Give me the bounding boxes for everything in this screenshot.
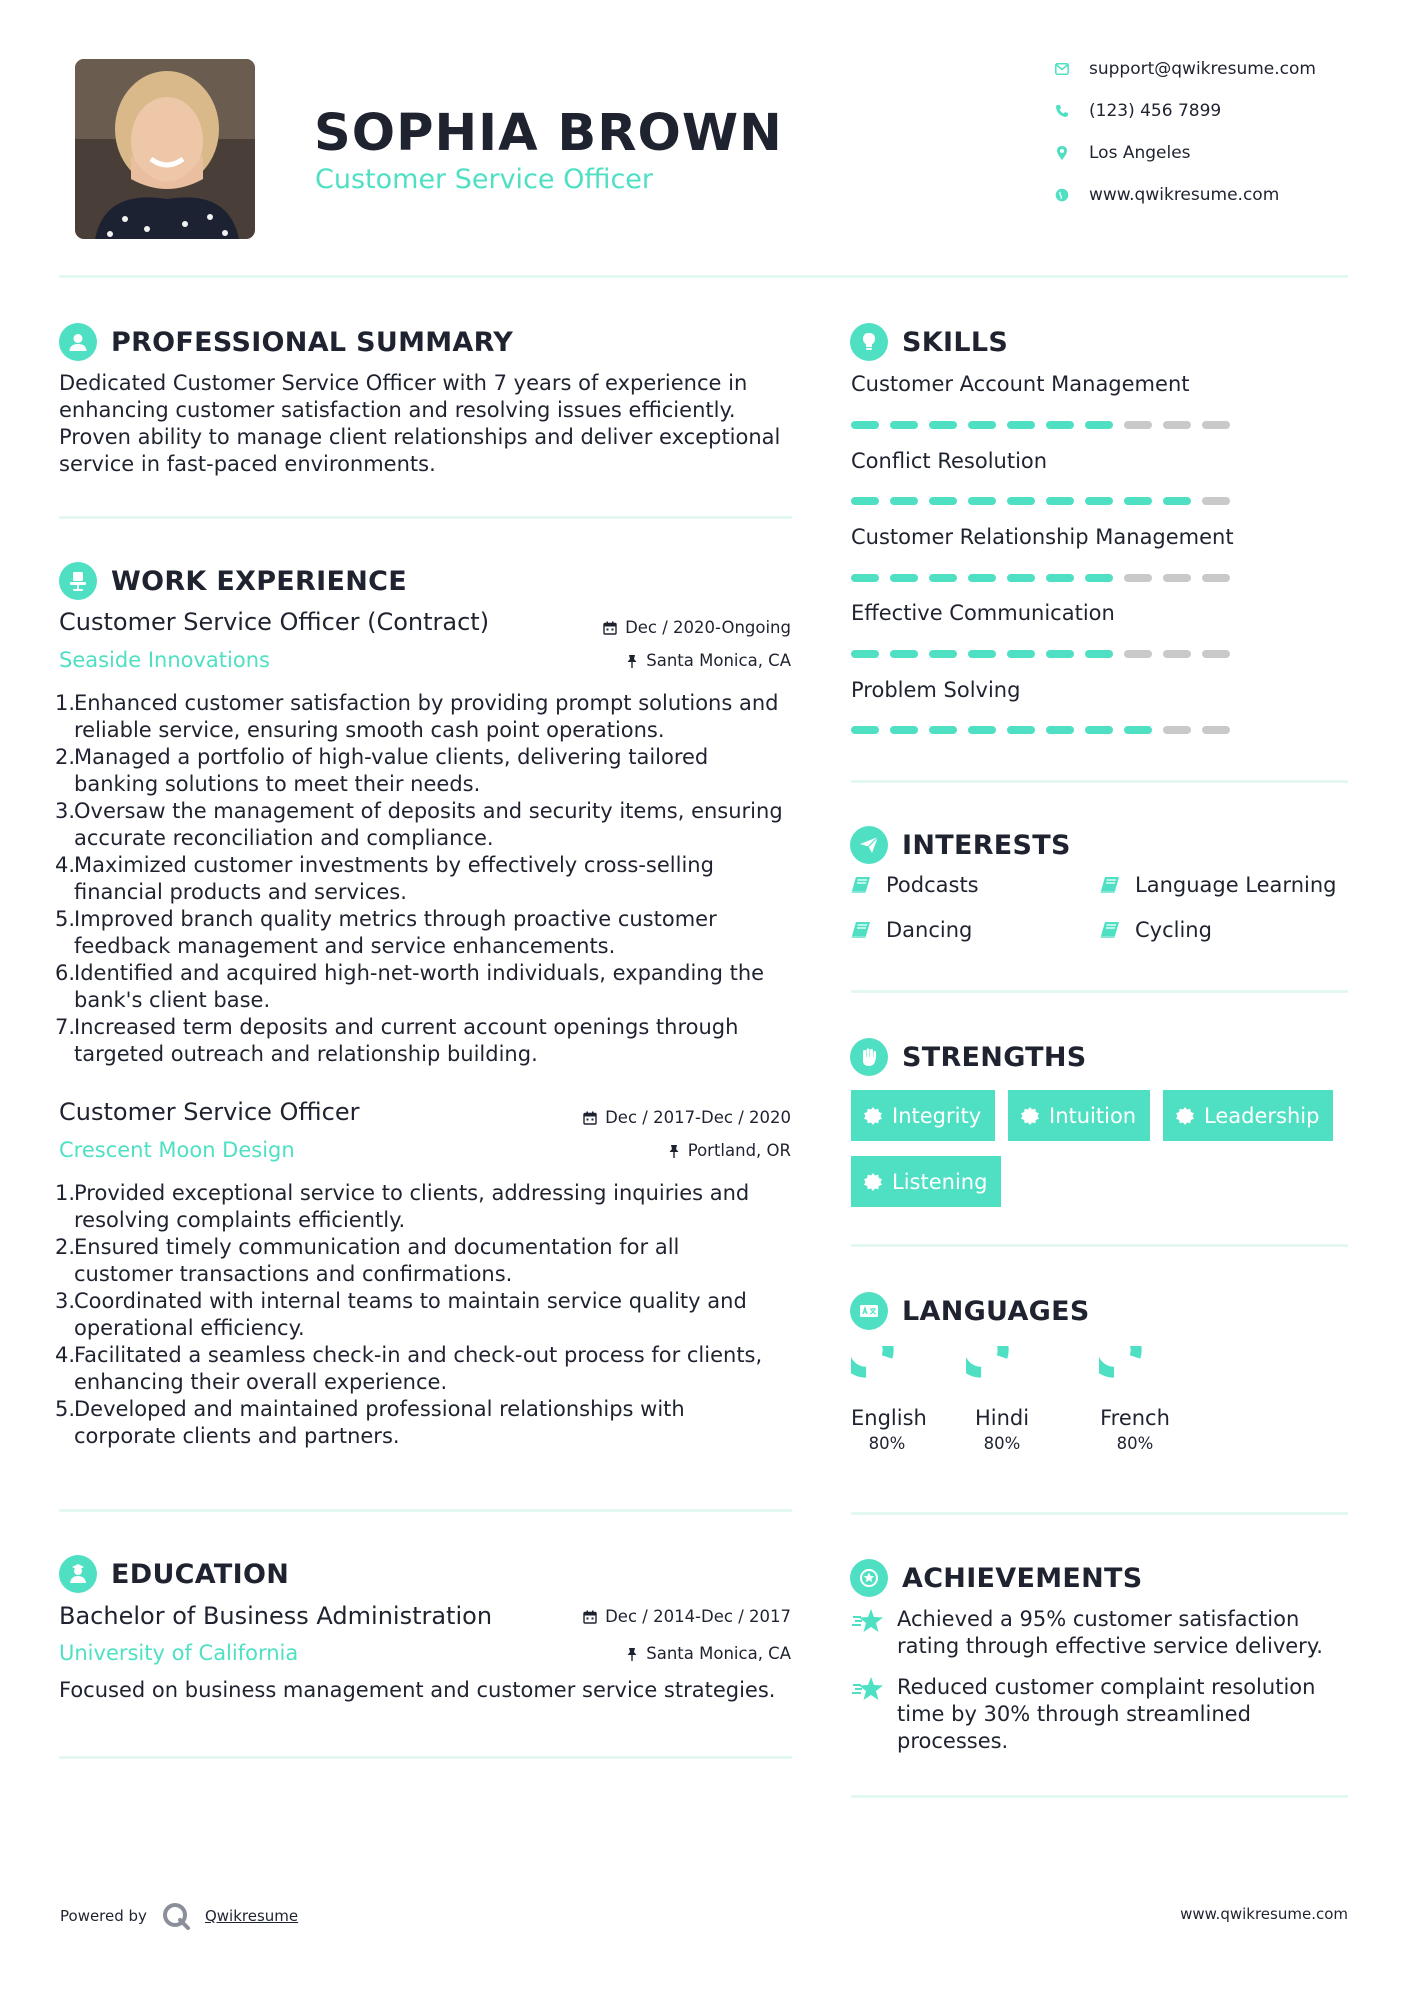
skill-segment [851,726,879,734]
job-2-dates: Dec / 2017-Dec / 2020 [583,1108,791,1127]
skill-segment [1124,726,1152,734]
skill-segment [968,574,996,582]
summary-heading: PROFESSIONAL SUMMARY [59,323,513,361]
skill-segment [1124,497,1152,505]
candidate-name: SOPHIA BROWN [314,104,783,163]
interest-item: Cycling [1100,918,1212,942]
profile-photo [75,59,255,239]
list-item: 2. Ensured timely communication and documentation for all customer transactions and confirmations. [55,1235,680,1286]
calendar-icon [603,621,617,635]
list-item: 3. Oversaw the management of deposits and security items, ensuring accurate reconciliation and compliance. [55,799,783,850]
skill-segment [1046,726,1074,734]
skill-segment [851,574,879,582]
education-dates: Dec / 2014-Dec / 2017 [583,1607,791,1626]
language-gauge [966,1346,1038,1406]
email-icon [1055,62,1069,76]
strengths-divider [851,1244,1348,1247]
skill-segment [890,574,918,582]
star-badge-icon [850,1559,888,1597]
skill-segment [1046,650,1074,658]
skill-segment [1007,726,1035,734]
raised-fist-icon [850,1038,888,1076]
language-icon [850,1292,888,1330]
job-1-company: Seaside Innovations [59,648,270,672]
language-gauge [851,1346,923,1406]
strength-chip: Listening [851,1156,1001,1207]
skill-segment [968,497,996,505]
skill-segment [1202,421,1230,429]
list-item: 6. Identified and acquired high-net-worth individuals, expanding the bank's client base. [55,961,765,1012]
skill-segment [1124,421,1152,429]
skill-name: Customer Account Management [851,372,1190,396]
skill-segment [968,650,996,658]
contact-website[interactable] [1055,184,1355,206]
skill-segment [968,726,996,734]
skill-name: Effective Communication [851,601,1115,625]
experience-heading: WORK EXPERIENCE [59,562,407,600]
skill-segment [1085,497,1113,505]
education-location: Santa Monica, CA [626,1644,791,1663]
job-2-location: Portland, OR [668,1141,791,1160]
school-name: University of California [59,1641,299,1665]
graduate-icon [59,1555,97,1593]
book-icon [1100,876,1120,894]
job-1-role: Customer Service Officer (Contract) [59,608,490,636]
strengths-heading: STRENGTHS [850,1038,1087,1076]
skill-level-bar [851,726,1230,734]
pushpin-icon [626,654,638,668]
list-item: 3. Coordinated with internal teams to maintain service quality and operational efficiency. [55,1289,747,1340]
skill-segment [1046,421,1074,429]
achievement-item: Reduced customer complaint resolution time by 30% through streamlined processes. [851,1674,1331,1755]
list-item: 7. Increased term deposits and current account openings through targeted outreach and relationship building. [55,1015,739,1066]
skill-segment [890,421,918,429]
skill-segment [851,497,879,505]
strength-chip: Integrity [851,1090,995,1141]
skill-segment [1007,421,1035,429]
skill-segment [929,574,957,582]
skills-heading: SKILLS [850,323,1008,361]
skill-segment [1046,497,1074,505]
skill-name: Customer Relationship Management [851,525,1234,549]
language-gauge-arc [966,1346,1003,1372]
interests-heading: INTERESTS [850,826,1071,864]
list-item: 5. Improved branch quality metrics through proactive customer feedback management and service enhancements. [55,907,717,958]
skill-segment [929,421,957,429]
achievements-heading: ACHIEVEMENTS [850,1559,1143,1597]
skill-segment [1007,650,1035,658]
list-item: 2. Managed a portfolio of high-value clients, delivering tailored banking solutions to meet their needs. [55,745,709,796]
language-item: Hindi 80% [966,1346,1038,1453]
education-divider [59,1756,792,1759]
skill-segment [929,497,957,505]
job-1-responsibilities [57,690,817,1068]
pushpin-icon [626,1647,638,1661]
lightbulb-icon [850,323,888,361]
skill-segment [851,650,879,658]
star-icon [851,1674,897,1755]
candidate-title: Customer Service Officer [315,164,654,195]
contact-website-text: www.qwikresume.com [1089,185,1280,205]
skill-segment [1163,421,1191,429]
footer-powered-by: Powered by Qwikresume [60,1901,298,1931]
skills-divider [851,780,1348,783]
pushpin-icon [668,1144,680,1158]
contact-email-text: support@qwikresume.com [1089,59,1316,79]
skill-segment [1202,650,1230,658]
map-pin-icon [1055,146,1069,160]
globe-icon [1055,188,1069,202]
skill-segment [1202,726,1230,734]
language-gauge-arc [1099,1346,1136,1372]
skill-segment [1046,574,1074,582]
skill-segment [1202,574,1230,582]
education-description: Focused on business management and customer service strategies. [59,1678,776,1702]
calendar-icon [583,1610,597,1624]
paper-plane-icon [850,826,888,864]
header-divider [59,275,1348,278]
badge-icon [863,1106,883,1126]
job-1-dates: Dec / 2020-Ongoing [603,618,791,637]
interest-item: Dancing [851,918,972,942]
calendar-icon [583,1111,597,1125]
language-gauge-arc [851,1346,888,1372]
skill-level-bar [851,497,1230,505]
badge-icon [863,1172,883,1192]
skill-segment [1007,574,1035,582]
skill-segment [1163,726,1191,734]
language-item: French 80% [1099,1346,1171,1453]
contact-phone[interactable] [1055,100,1355,122]
contact-email[interactable] [1055,58,1355,80]
job-2-role: Customer Service Officer [59,1098,360,1126]
skill-segment [968,421,996,429]
phone-icon [1055,104,1069,118]
book-icon [851,921,871,939]
list-item: 5. Developed and maintained professional relationships with corporate clients and partners. [55,1397,685,1448]
summary-text: Dedicated Customer Service Officer with 7 years of experience in enhancing customer satisfaction and resolving issues efficiently. Proven ability to manage client relationships and deliver exceptional service in fast-paced environments. [59,371,781,476]
skill-level-bar [851,650,1230,658]
summary-divider [59,516,792,519]
degree-title: Bachelor of Business Administration [59,1602,493,1630]
skill-name: Problem Solving [851,678,1021,702]
qwikresume-logo-icon [161,1901,191,1931]
strength-chip: Leadership [1163,1090,1333,1141]
badge-icon [1020,1106,1040,1126]
badge-icon [1175,1106,1195,1126]
language-item: English 80% [851,1346,923,1453]
interest-item: Language Learning [1100,873,1336,897]
list-item: 1. Provided exceptional service to clients, addressing inquiries and resolving complaints efficiently. [55,1181,750,1232]
experience-divider [59,1509,792,1512]
interests-divider [851,990,1348,993]
skill-segment [1163,497,1191,505]
briefcase-icon [59,562,97,600]
skill-segment [1124,574,1152,582]
skill-segment [1085,650,1113,658]
languages-divider [851,1512,1348,1515]
skill-level-bar [851,574,1230,582]
skill-segment [1085,421,1113,429]
skill-segment [1202,497,1230,505]
list-item: 4. Maximized customer investments by effectively cross-selling financial products and services. [55,853,714,904]
list-item: 4. Facilitated a seamless check-in and check-out process for clients, enhancing their overall experience. [55,1343,763,1394]
user-icon [59,323,97,361]
skill-segment [890,497,918,505]
skill-segment [1124,650,1152,658]
skill-segment [1007,497,1035,505]
qwikresume-link[interactable]: Qwikresume [204,1907,299,1925]
skill-segment [1085,726,1113,734]
skill-segment [890,650,918,658]
skill-segment [929,726,957,734]
star-icon [851,1606,897,1660]
footer-website[interactable]: www.qwikresume.com [1180,1905,1348,1923]
skill-segment [1163,574,1191,582]
job-2-company: Crescent Moon Design [59,1138,295,1162]
skill-segment [1085,574,1113,582]
achievements-divider [851,1795,1348,1798]
contact-location [1055,142,1355,164]
contact-phone-text: (123) 456 7899 [1089,101,1222,121]
education-heading: EDUCATION [59,1555,289,1593]
language-gauge [1099,1346,1171,1406]
job-2-responsibilities [57,1180,817,1450]
job-1-location: Santa Monica, CA [626,651,791,670]
skill-segment [1163,650,1191,658]
skill-name: Conflict Resolution [851,449,1048,473]
languages-heading: LANGUAGES [850,1292,1090,1330]
skill-segment [890,726,918,734]
book-icon [851,876,871,894]
contact-location-text: Los Angeles [1089,143,1191,163]
interest-item: Podcasts [851,873,979,897]
strength-chip: Intuition [1008,1090,1150,1141]
skill-segment [851,421,879,429]
list-item: 1. Enhanced customer satisfaction by providing prompt solutions and reliable service, ensuring smooth cash point operations. [55,691,779,742]
skill-segment [929,650,957,658]
achievement-item: Achieved a 95% customer satisfaction rating through effective service delivery. [851,1606,1331,1660]
book-icon [1100,921,1120,939]
skill-level-bar [851,421,1230,429]
